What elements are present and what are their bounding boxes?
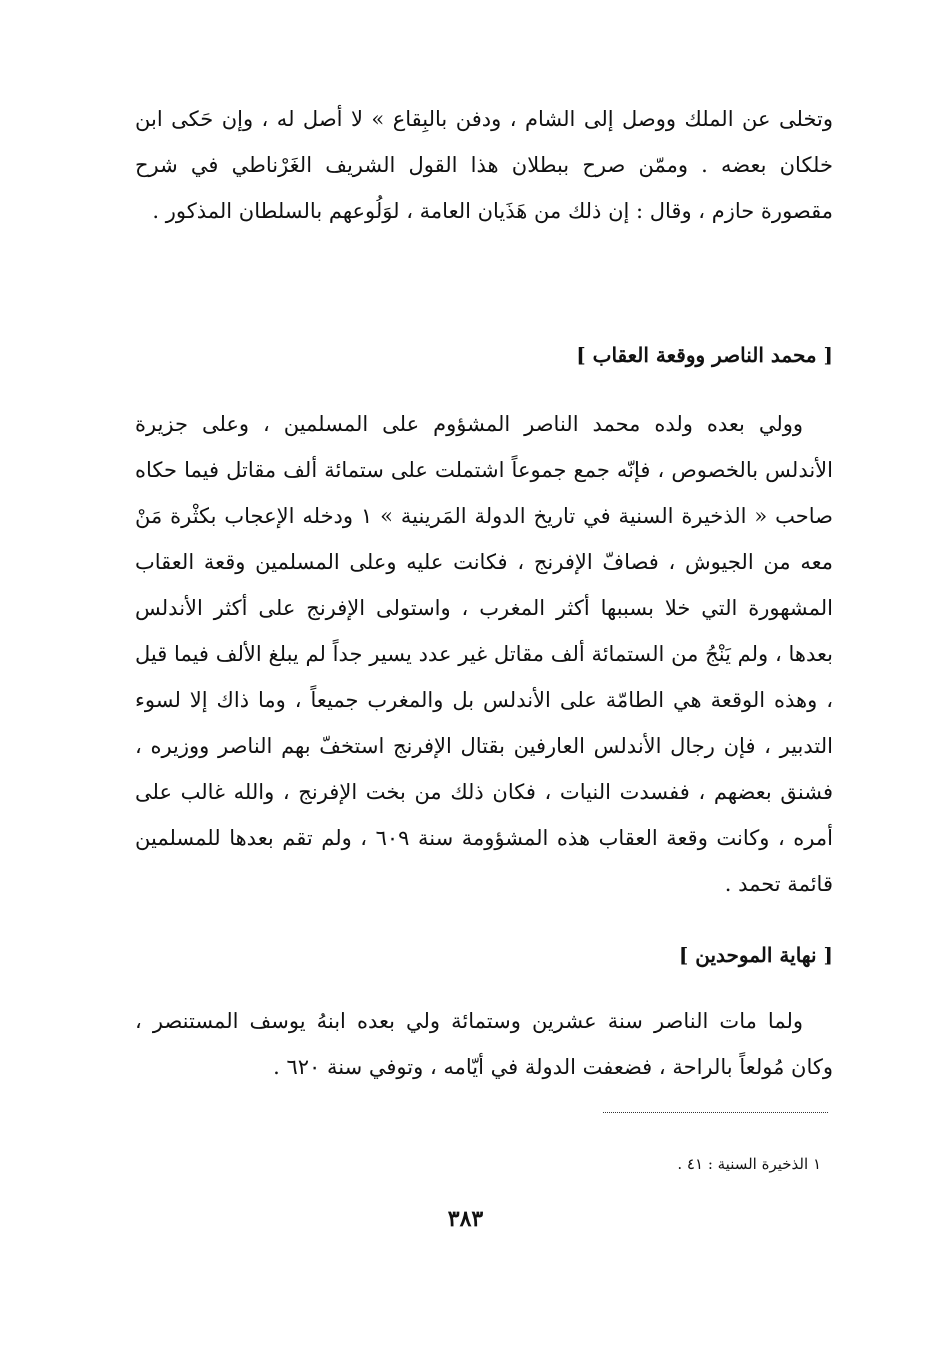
paragraph-3: ولما مات الناصر سنة عشرين وستمائة ولي بعده ابنهُ يوسف المستنصر ، وكان مُولعاً بالراحة ، فضعفت الدولة في أيّامه ، وتوفي سنة ٦٢٠ .: [135, 1009, 833, 1079]
paragraph-1: وتخلى عن الملك ووصل إلى الشام ، ودفن بالبِقاع » لا أصل له ، وإن حَكى ابن خلكان بعضه . وممّن صرح ببطلان هذا القول الشريف الغَرْناطي في شرح مقصورة حازم ، وقال : إن ذلك من هَذَيان العامة ، لوَلُوعهم بالسلطان المذكور .: [135, 107, 833, 223]
section-heading-al-nasir: [ محمد الناصر ووقعة العقاب ]: [576, 343, 833, 367]
footnote: ١ الذخيرة السنية : ٤١ .: [677, 1155, 821, 1173]
text-block-3: [135, 998, 833, 1090]
footnote-separator: [603, 1112, 828, 1113]
text-block-2: [135, 401, 833, 907]
paragraph-2: وولي بعده ولده محمد الناصر المشؤوم على المسلمين ، وعلى جزيرة الأندلس بالخصوص ، فإنّه جمع جموعاً اشتملت على ستمائة ألف مقاتل فيما حكاه صاحب « الذخيرة السنية في تاريخ الدولة المَرينية » ١ ودخله الإعجاب بكثْرة مَنْ معه من الجيوش ، فصافّ الإفرنج ، فكانت عليه وعلى المسلمين وقعة العقاب المشهورة التي خلا بسببها أكثر المغرب ، واستولى الإفرنج على أكثر الأندلس بعدها ، ولم يَنْجُ من الستمائة ألف مقاتل غير عدد يسير جداً لم يبلغ الألف فيما قيل ، وهذه الوقعة هي الطامّة على الأندلس بل والمغرب جميعاً ، وما ذاك إلا لسوء التدبير ، فإن رجال الأندلس العارفين بقتال الإفرنج استخفّ بهم الناصر ووزيره ، فشنق بعضهم ، ففسدت النيات ، فكان ذلك من بخت الإفرنج ، والله غالب على أمره ، وكانت وقعة العقاب هذه المشؤومة سنة ٦٠٩ ، ولم تقم بعدها للمسلمين قائمة تحمد .: [135, 412, 833, 896]
page-number: ٣٨٣: [447, 1206, 484, 1232]
text-block-1: [135, 96, 833, 234]
section-heading-end-of-almohads: [ نهاية الموحدين ]: [678, 943, 833, 967]
